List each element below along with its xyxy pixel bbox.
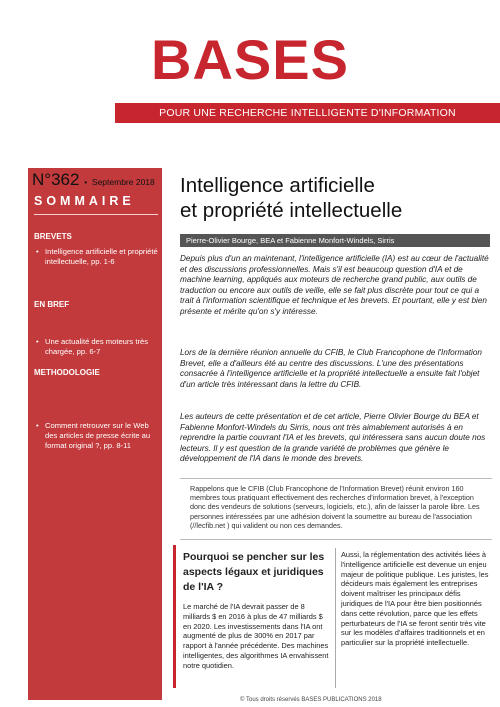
cfib-note-text: Rappelons que le CFIB (Club Francophone de l'Information Brevet) réunit environ 160 membres tous pratiquant effectivement des recherches d'information brevet, à l'exception donc des vendeurs de solutions (serveurs, logiciels, etc.), afin de laisser la parole libre. Les personnes intéressées par une adhésion doivent la soumettre au bureau de l'association (//lecfib.net ) qui valident ou non ces demandes. <box>190 484 480 530</box>
sommaire-rule <box>34 214 158 215</box>
paragraph-cfib: Lors de la dernière réunion annuelle du CFIB, le Club Francophone de l'Information Brevet, elle a d'ailleurs été au centre des discussions. L'une des présentations consacrée à l'intelligence artificielle et la propriété intellectuelle a ensuite fait l'objet d'un article très intéressant dans la lettre du CFIB. <box>180 348 482 389</box>
title-line-1: Intelligence artificielle <box>180 174 375 197</box>
issue-date: Septembre 2018 <box>91 177 155 187</box>
tagline-bar: POUR UNE RECHERCHE INTELLIGENTE D'INFORMATION <box>115 103 500 123</box>
column-left-text: Le marché de l'IA devrait passer de 8 milliards $ en 2016 à plus de 47 milliards $ en 2020. Les investissements dans l'IA ont augmenté de plus de 300% en 2017 par rapport à l'année précédente. Des machines intelligentes, des algorithmes IA envahissent notre quotidien. <box>183 602 329 670</box>
title-line-2: et propriété intellectuelle <box>180 199 403 222</box>
paragraph-authors: Les auteurs de cette présentation et de cet article, Pierre Olivier Bourge du BEA et Fabienne Monfort-Windels du Sirris, nous ont très aimablement autorisés à en reprendre la partie couvrant l'IA et les brevets, qui intéressera sans aucun doute nos lecteurs. Il y est question de la grande variété de problèmes que génère le développement de l'IA dans le monde des brevets. <box>180 412 486 464</box>
section-accent-bar <box>173 545 176 688</box>
bases-logo: BASES <box>151 28 349 91</box>
column-right-text: Aussi, la réglementation des activités liées à l'intelligence artificielle est devenue un enjeu majeur de politique publique. Les juristes, les décideurs mais également les entreprises doivent maîtriser les principaux défis juridiques de l'IA pour être bien positionnés dans cette révolution, parce que les effets perturbateurs de l'IA se feront sentir très vite sur les modèles d'affaires traditionnels et en particulier sur la propriété intellectuelle. <box>341 550 489 648</box>
byline-bar: Pierre-Olivier Bourge, BEA et Fabienne Monfort-Windels, Sirris <box>180 234 490 247</box>
issue-info <box>32 170 155 192</box>
section-brevets[interactable]: BREVETS <box>34 232 72 241</box>
toc-item-brevets[interactable]: • Intelligence artificielle et propriété intellectuelle, pp. 1-6 <box>34 247 163 266</box>
issue-number: N°362 <box>32 170 80 189</box>
section-methodologie[interactable]: METHODOLOGIE <box>34 368 100 377</box>
intro-paragraph: Depuis plus d'un an maintenant, l'intelligence artificielle (IA) est au cœur de l'actualité et des discussions professionnelles. Mais s'il est beaucoup question d'IA et de machine learning, appliqués aux moteurs de recherche grand public, aux outils de traduction ou encore aux outils de veille, elle se fait plus discrète pour tout ce qui a trait à l'information scientifique et technique et les brevets. Et pourtant, elle y est bien présente et mérite qu'on s'y intéresse. <box>180 254 489 316</box>
sommaire-heading: SOMMAIRE <box>34 194 135 208</box>
toc-item-methodologie[interactable]: • Comment retrouver sur le Web des articles de presse écrite au format original ?, pp. 8-11 <box>34 421 163 450</box>
cfib-note-box <box>180 478 492 540</box>
column-divider <box>335 548 336 688</box>
section-heading: Pourquoi se pencher sur les aspects légaux et juridiques de l'IA ? <box>183 551 325 593</box>
toc-item-en-bref[interactable]: • Une actualité des moteurs très chargée, pp. 6-7 <box>34 337 157 356</box>
article-title <box>180 173 490 223</box>
issue-bullet: • <box>84 177 88 187</box>
copyright-footer: © Tous droits réservés BASES PUBLICATIONS 2018 <box>240 697 382 703</box>
section-en-bref[interactable]: EN BREF <box>34 300 70 309</box>
